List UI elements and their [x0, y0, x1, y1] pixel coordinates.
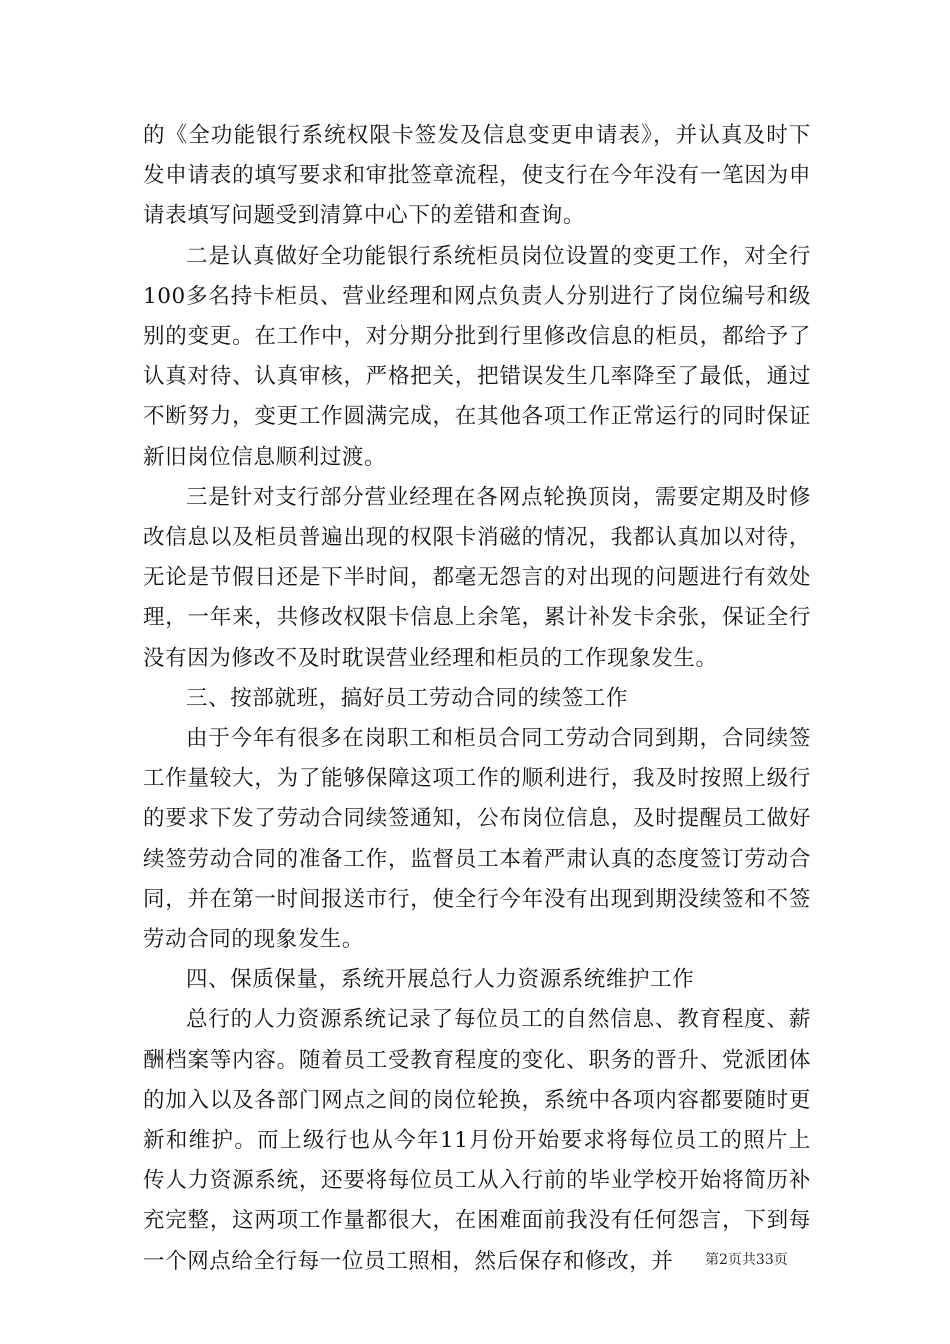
paragraph-3: 三是针对支行部分营业经理在各网点轮换顶岗，需要定期及时修改信息以及柜员普遍出现的权限卡消磁的情况，我都认真加以对待，无论是节假日还是下半时间，都毫无怨言的对出现的问题进行有效处理，一年来，共修改权限卡信息上余笔，累计补发卡余张，保证全行没有因为修改不及时耽误营业经理和柜员的工作现象发生。 — [143, 484, 811, 671]
paragraph-1: 的《全功能银行系统权限卡签发及信息变更申请表》，并认真及时下发申请表的填写要求和审批签章流程，使支行在今年没有一笔因为申请表填写问题受到清算中心下的差错和查询。 — [143, 123, 811, 229]
section-heading-3: 三、按部就班，搞好员工劳动合同的续签工作 — [186, 685, 629, 711]
document-body — [143, 116, 811, 1282]
page-number-footer: 第2页共33页 — [705, 1252, 788, 1268]
paragraph-7: 总行的人力资源系统记录了每位员工的自然信息、教育程度、薪酬档案等内容。随着员工受教育程度的变化、职务的晋升、党派团体的加入以及各部门网点之间的岗位轮换，系统中各项内容都要随时更新和维护。而上级行也从今年11月份开始要求将每位员工的照片上传人力资源系统，还要将每位员工从入行前的毕业学校开始将简历补充完整，这两项工作量都很大，在困难面前我没有任何怨言，下到每一个网点给全行每一位员工照相，然后保存和修改，并 — [143, 1007, 811, 1274]
section-heading-4: 四、保质保量，系统开展总行人力资源系统维护工作 — [186, 967, 695, 993]
paragraph-2: 二是认真做好全功能银行系统柜员岗位设置的变更工作，对全行100多名持卡柜员、营业经理和网点负责人分别进行了岗位编号和级别的变更。在工作中，对分期分批到行里修改信息的柜员，都给予了认真对待、认真审核，严格把关，把错误发生几率降至了最低，通过不断努力，变更工作圆满完成，在其他各项工作正常运行的同时保证新旧岗位信息顺利过渡。 — [143, 243, 811, 470]
paragraph-5: 由于今年有很多在岗职工和柜员合同工劳动合同到期，合同续签工作量较大，为了能够保障这项工作的顺利进行，我及时按照上级行的要求下发了劳动合同续签通知，公布岗位信息，及时提醒员工做好续签劳动合同的准备工作，监督员工本着严肃认真的态度签订劳动合同，并在第一时间报送市行，使全行今年没有出现到期没续签和不签劳动合同的现象发生。 — [143, 726, 811, 953]
